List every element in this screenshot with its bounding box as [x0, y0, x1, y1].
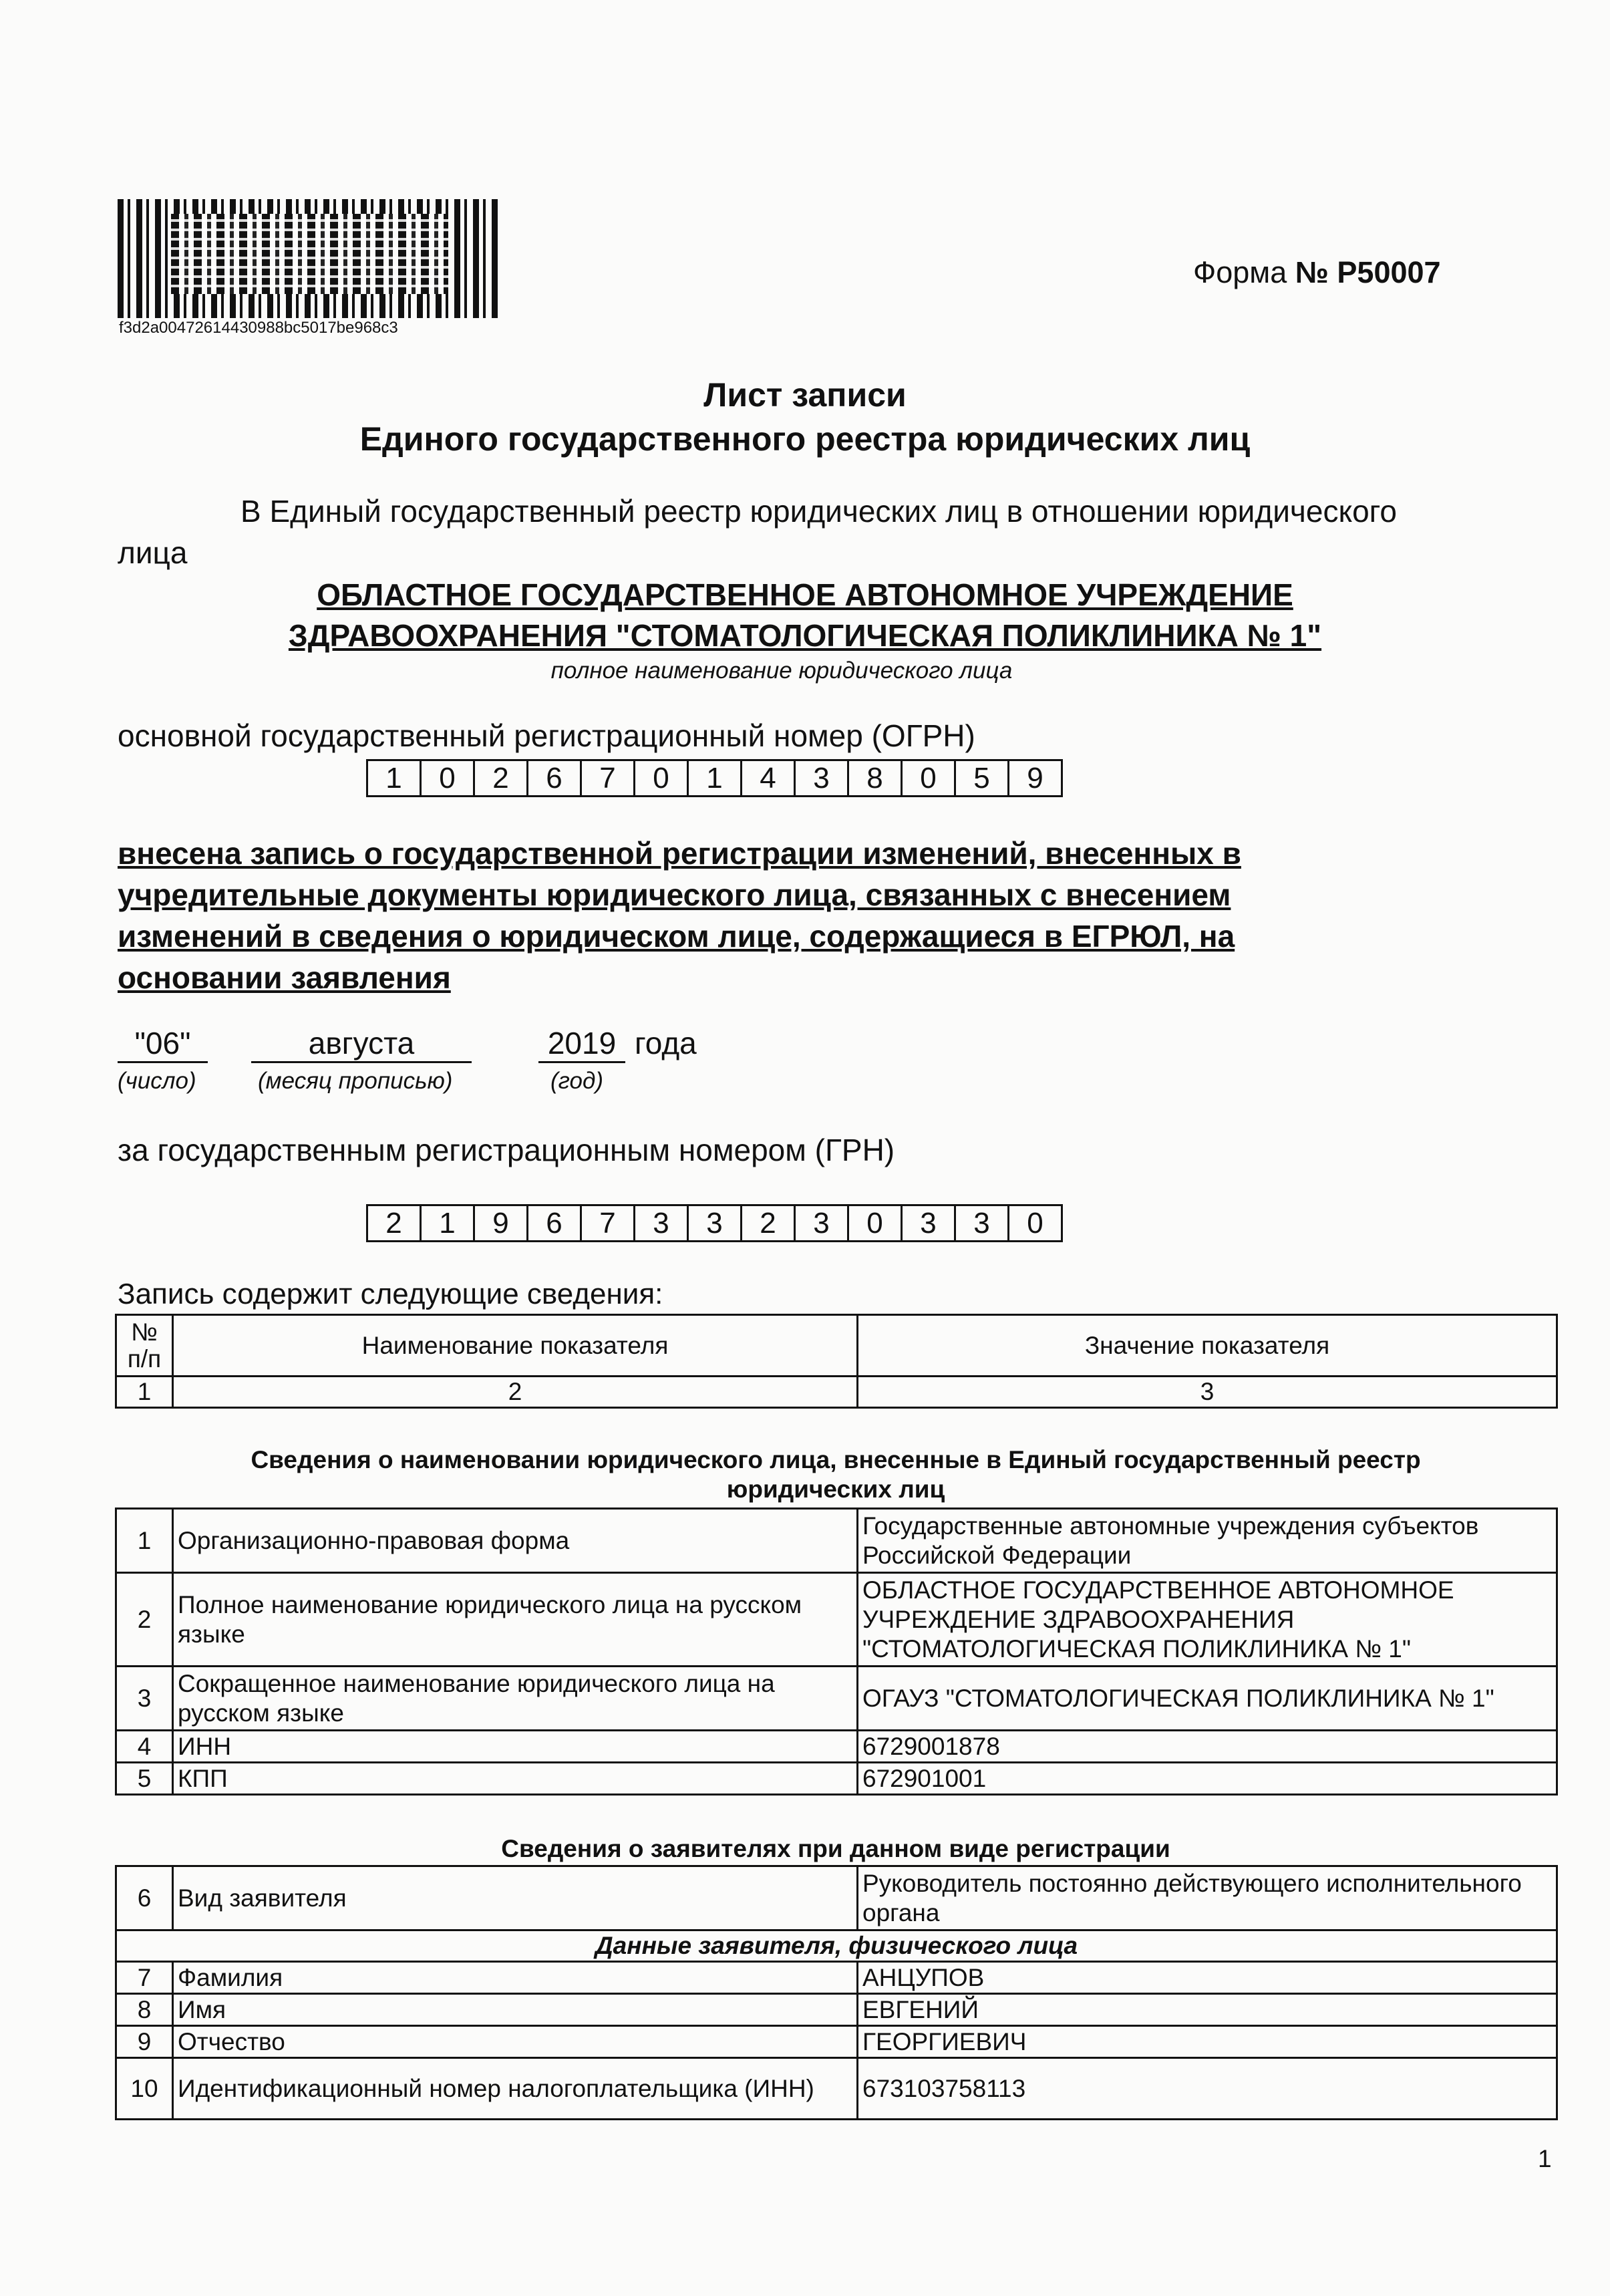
grn-digit-cell: 0 [1027, 1207, 1043, 1240]
organization-name-line-2: ЗДРАВООХРАНЕНИЯ "СТОМАТОЛОГИЧЕСКАЯ ПОЛИКЛИНИКА № 1" [288, 618, 1322, 653]
section1-title-line-1: Сведения о наименовании юридического лица, внесенные в Единый государственный реестр [251, 1446, 1421, 1473]
row-name: Полное наименование юридического лица на русском языке [173, 1573, 858, 1667]
row-number: 10 [116, 2058, 173, 2120]
grn-digit-cell: 3 [635, 1206, 689, 1240]
document-title: Лист записи [703, 376, 907, 414]
section1-title-line-2: юридических лиц [726, 1475, 945, 1503]
grn-digit-cell: 7 [582, 1206, 635, 1240]
grn-digit-cell: 3 [956, 1206, 1009, 1240]
page-number: 1 [1538, 2145, 1552, 2172]
entry-line-4: основании заявления [118, 960, 451, 995]
intro-line-1: В Единый государственный реестр юридических лиц в отношении юридического [240, 494, 1398, 529]
row-number: 9 [116, 2026, 173, 2058]
ogrn-digit-cell: 0 [422, 761, 475, 795]
table-row [116, 2058, 1557, 2120]
grn-digits [366, 1204, 1063, 1242]
header-num-1: 1 [116, 1377, 173, 1408]
row-number: 3 [116, 1667, 173, 1731]
row-value: Государственные автономные учреждения субъектов Российской Федерации [858, 1509, 1557, 1573]
row-name: ИНН [173, 1731, 858, 1763]
form-number [1193, 255, 1441, 290]
row-name: Вид заявителя [173, 1866, 858, 1930]
ogrn-digit-cell: 6 [528, 761, 582, 795]
table-row [116, 1573, 1557, 1667]
ogrn-digit-cell: 0 [903, 761, 956, 795]
row-value: ГЕОРГИЕВИЧ [858, 2026, 1557, 2058]
section1-title [118, 1445, 1554, 1504]
grn-digit-cell: 3 [689, 1206, 742, 1240]
row-number: 4 [116, 1731, 173, 1763]
row-value: АНЦУПОВ [858, 1962, 1557, 1994]
section2-table [115, 1865, 1558, 2120]
date-day-hint: (число) [118, 1068, 196, 1094]
header-number-label: № п/п [127, 1318, 162, 1373]
row-name: КПП [173, 1763, 858, 1795]
ogrn-digit-cell: 4 [742, 761, 796, 795]
row-name: Идентификационный номер налогоплательщика (ИНН) [173, 2058, 858, 2120]
row-value: 6729001878 [858, 1731, 1557, 1763]
row-name: Организационно-правовая форма [173, 1509, 858, 1573]
row-value: Руководитель постоянно действующего исполнительного органа [858, 1866, 1557, 1930]
date-day: "06" [118, 1025, 208, 1063]
header-value: Значение показателя [858, 1315, 1557, 1377]
grn-digit-cell: 6 [528, 1206, 582, 1240]
entry-line-1: внесена запись о государственной регистрации изменений, внесенных в [118, 836, 1241, 871]
ogrn-digit-cell: 1 [689, 761, 742, 795]
ogrn-digit-cell: 2 [475, 761, 528, 795]
table-row [116, 1731, 1557, 1763]
section1-table [115, 1508, 1558, 1796]
date-year: 2019 [538, 1025, 625, 1063]
organization-name-line-1: ОБЛАСТНОЕ ГОСУДАРСТВЕННОЕ АВТОНОМНОЕ УЧРЕЖДЕНИЕ [317, 577, 1293, 612]
section2-title: Сведения о заявителях при данном виде регистрации [501, 1835, 1170, 1862]
grn-digit-cell: 3 [903, 1206, 956, 1240]
table-row [116, 1667, 1557, 1731]
date-month-hint: (месяц прописью) [258, 1068, 453, 1094]
ogrn-digit-cell: 9 [1027, 762, 1043, 795]
entry-line-2: учредительные документы юридического лица, связанных с внесением [118, 877, 1231, 912]
row-value: 673103758113 [858, 2058, 1557, 2120]
records-header-table [115, 1314, 1558, 1409]
row-number: 8 [116, 1994, 173, 2026]
entry-text [118, 833, 1454, 998]
table-row [116, 2026, 1557, 2058]
barcode-code: f3d2a00472614430988bc5017be968c3 [119, 319, 398, 337]
grn-digit-cell: 1 [422, 1206, 475, 1240]
row-number: 2 [116, 1573, 173, 1667]
header-number [116, 1315, 173, 1377]
entry-line-3: изменений в сведения о юридическом лице, содержащиеся в ЕГРЮЛ, на [118, 919, 1235, 954]
form-code: № Р50007 [1295, 255, 1441, 289]
ogrn-digit-cell: 7 [582, 761, 635, 795]
grn-digit-cell: 0 [849, 1206, 903, 1240]
row-name: Сокращенное наименование юридического лица на русском языке [173, 1667, 858, 1731]
row-number: 7 [116, 1962, 173, 1994]
row-number: 6 [116, 1866, 173, 1930]
table-row [116, 1962, 1557, 1994]
date-suffix: года [635, 1026, 697, 1060]
ogrn-digit-cell: 5 [956, 761, 1009, 795]
ogrn-label: основной государственный регистрационный номер (ОГРН) [118, 718, 975, 753]
row-value: 672901001 [858, 1763, 1557, 1795]
row-name: Отчество [173, 2026, 858, 2058]
row-value: ОГАУЗ "СТОМАТОЛОГИЧЕСКАЯ ПОЛИКЛИНИКА № 1" [858, 1667, 1557, 1731]
table-row [116, 1866, 1557, 1930]
ogrn-digit-cell: 8 [849, 761, 903, 795]
row-value: ОБЛАСТНОЕ ГОСУДАРСТВЕННОЕ АВТОНОМНОЕ УЧРЕЖДЕНИЕ ЗДРАВООХРАНЕНИЯ "СТОМАТОЛОГИЧЕСКАЯ ПОЛИКЛИНИКА № 1" [858, 1573, 1557, 1667]
intro-line-2: лица [118, 535, 188, 570]
table-row [116, 1994, 1557, 2026]
form-label: Форма [1193, 255, 1287, 289]
date-month: августа [251, 1025, 472, 1063]
grn-digit-cell: 2 [742, 1206, 796, 1240]
header-num-3: 3 [858, 1377, 1557, 1408]
header-name: Наименование показателя [173, 1315, 858, 1377]
ogrn-digit-cell: 3 [796, 761, 849, 795]
barcode-image [118, 199, 498, 318]
grn-digit-cell: 9 [475, 1206, 528, 1240]
row-name: Фамилия [173, 1962, 858, 1994]
grn-digit-cell: 3 [796, 1206, 849, 1240]
ogrn-digit-cell: 1 [368, 761, 422, 795]
grn-label: за государственным регистрационным номером (ГРН) [118, 1133, 895, 1167]
grn-digit-cell: 2 [368, 1206, 422, 1240]
applicant-subheader: Данные заявителя, физического лица [116, 1930, 1557, 1962]
date-year-hint: (год) [550, 1068, 603, 1094]
document-subtitle: Единого государственного реестра юридических лиц [359, 420, 1251, 458]
header-num-2: 2 [173, 1377, 858, 1408]
ogrn-digits [366, 759, 1063, 797]
records-caption: Запись содержит следующие сведения: [118, 1278, 663, 1310]
table-row [116, 1763, 1557, 1795]
row-number: 5 [116, 1763, 173, 1795]
ogrn-digit-cell: 0 [635, 761, 689, 795]
table-subheader-row [116, 1930, 1557, 1962]
row-name: Имя [173, 1994, 858, 2026]
row-value: ЕВГЕНИЙ [858, 1994, 1557, 2026]
row-number: 1 [116, 1509, 173, 1573]
table-row [116, 1509, 1557, 1573]
organization-hint: полное наименование юридического лица [550, 658, 1013, 684]
